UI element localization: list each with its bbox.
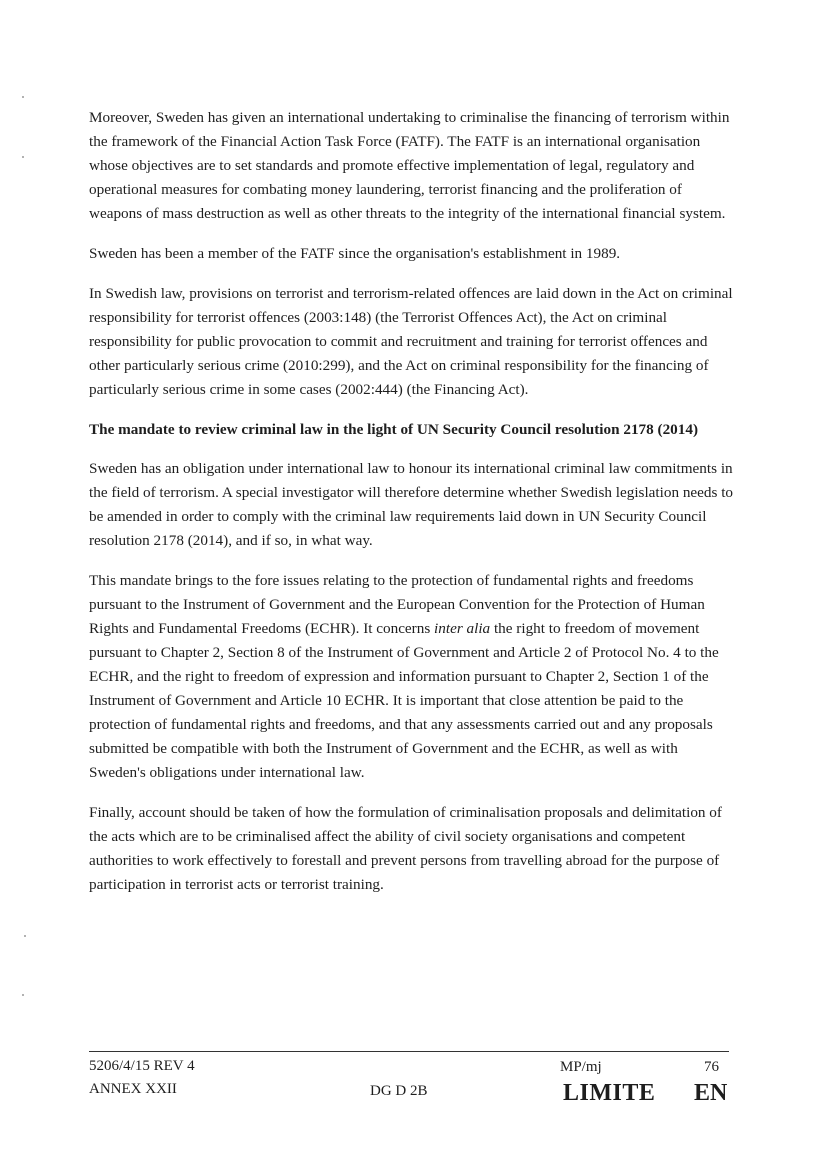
paragraph-fundamental-rights — [89, 569, 735, 785]
paragraph-obligation: Sweden has an obligation under international law to honour its international criminal law commitments in the field of terrorism. A special investigator will therefore determine whether Swedish legislation needs to be amended in order to comply with the criminal law requirements laid down in UN Security Council resolution 2178 (2014), and if so, in what way. — [89, 460, 734, 549]
paragraph-fatf-undertaking: Moreover, Sweden has given an international undertaking to criminalise the financing of terrorism within the framework of the Financial Action Task Force (FATF). The FATF is an international organisation whose objectives are to set standards and promote effective implementation of legal, regulatory and operational measures for combating money laundering, terrorist financing and the proliferation of weapons of mass destruction as well as other threats to the integrity of the international financial system. — [89, 109, 730, 222]
latin-phrase: inter alia — [434, 620, 491, 637]
paragraph-text-end: the right to freedom of movement pursuant to Chapter 2, Section 8 of the Instrument of Government and Article 2 of Protocol No. 4 to the ECHR, and the right to freedom of expression and information pursuant to Chapter 2, Section 1 of the Instrument of Government and Article 10 ECHR. It is important that close attention be paid to the protection of fundamental rights and freedoms, and that any assessments carried out and any proposals submitted be compatible with both the Instrument of Government and the ECHR, as well as with Sweden's obligations under international law. — [89, 620, 719, 781]
section-heading: The mandate to review criminal law in the light of UN Security Council resolution 2178 (2014) — [89, 421, 699, 438]
page-number: 76 — [704, 1059, 719, 1075]
paragraph-finally: Finally, account should be taken of how the formulation of criminalisation proposals and delimitation of the acts which are to be criminalised affect the ability of civil society organisations and competent authorities to work effectively to forestall and prevent persons from travelling abroad for the purpose of participation in terrorist acts or terrorist training. — [89, 804, 722, 893]
scan-speck — [22, 994, 24, 996]
scan-speck — [22, 156, 24, 158]
author-initials: MP/mj — [560, 1059, 602, 1075]
scan-speck — [22, 96, 24, 98]
annex-label: ANNEX XXII — [89, 1081, 177, 1097]
paragraph-text-start: This mandate brings to the fore issues relating to the protection of fundamental rights and freedoms pursuant to the Instrument of Government and the European Convention for the Protection of Human Rights and Fundamental Freedoms (ECHR). It concerns — [89, 572, 705, 637]
footer-divider — [89, 1051, 729, 1052]
scan-speck — [24, 935, 26, 937]
classification-marking: LIMITE — [563, 1080, 656, 1106]
paragraph-swedish-law: In Swedish law, provisions on terrorist and terrorism-related offences are laid down in the Act on criminal responsibility for terrorist offences (2003:148) (the Terrorist Offences Act), the Act on criminal responsibility for public provocation to commit and recruitment and training for terrorist offences and other particularly serious crime (2010:299), and the Act on criminal responsibility for the financing of particularly serious crime in some cases (2002:444) (the Financing Act). — [89, 285, 733, 398]
document-body — [89, 106, 735, 913]
language-code: EN — [694, 1080, 728, 1106]
document-reference: 5206/4/15 REV 4 — [89, 1058, 195, 1074]
directorate-code: DG D 2B — [370, 1083, 428, 1099]
paragraph-fatf-membership: Sweden has been a member of the FATF since the organisation's establishment in 1989. — [89, 245, 621, 262]
